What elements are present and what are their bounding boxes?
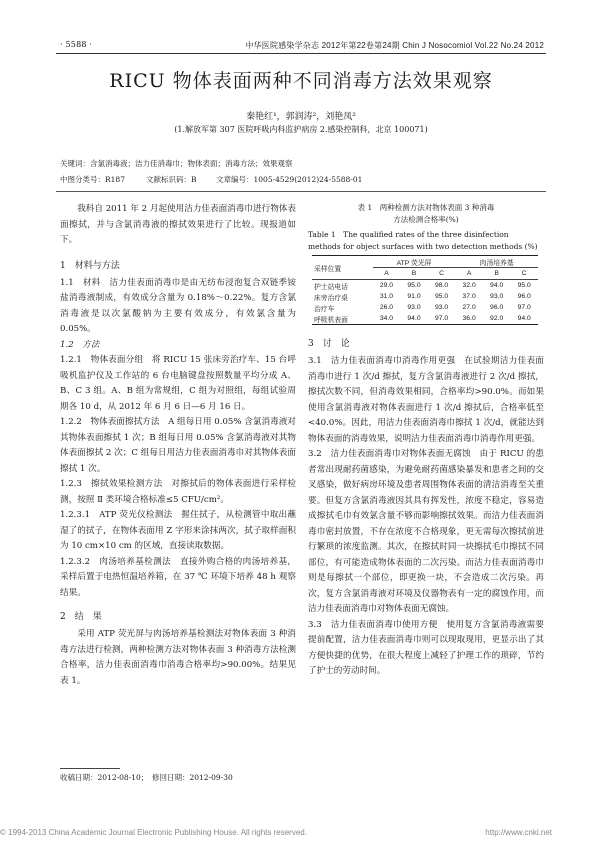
section-1-2-2: 1.2.2 物体表面擦拭方法 A 组每日用 0.05% 含氯消毒液对其物体表面擦拭 1 次；B 组每日用 0.05% 含氯消毒液对其物体表面擦拭 2 次；C 组每日用洁力佳表面消毒巾对其物体表面擦拭 1 次。 — [60, 417, 296, 474]
table-cell: 32.0 — [462, 282, 476, 289]
table-row-label: 护士站电话 — [314, 283, 348, 291]
table-cell: 34.0 — [379, 315, 394, 322]
keywords: 关键词：含氯消毒液；洁力佳消毒巾；物体表面；消毒方法；效果观察 — [60, 159, 293, 168]
section-3-3: 3.3 洁力佳表面消毒巾使用方便 使用复方含氯消毒液需要提前配置，洁力佳表面消毒巾则可以现取现用，更显示出了其方便快捷的优势，在很大程度上减轻了护理工作的琐碎，节约了护士的劳动时间。 — [308, 619, 544, 676]
section-1-2-3: 1.2.3 擦拭效果检测方法 对擦拭后的物体表面进行采样检测，按照 Ⅱ 类环境合格标准≤5 CFU/cm²。 — [60, 479, 296, 505]
table-cell: 97.0 — [434, 315, 449, 322]
table-cell: 93.0 — [490, 293, 504, 300]
table-row-label: 呼吸机表面 — [314, 316, 348, 324]
table-caption-en — [308, 229, 544, 253]
journal-header: 中华医院感染学杂志 2012年第22卷第24期 Chin J Nosocomiol Vol.22 No.24 2012 — [245, 41, 544, 50]
table-subhead: A — [466, 270, 472, 277]
section-1-1: 1.1 材料 洁力佳表面消毒巾是由无纺布浸泡复合双链季铵盐消毒液制成，有效成分含量为 0.18%～0.22%。复方含氯消毒液是以次氯酸钠为主要有效成分，有效氯含量为 0.05%。 — [60, 277, 296, 334]
intro-paragraph: 我科自 2011 年 2 月起使用洁力佳表面消毒巾进行物体表面擦拭，并与含氯消毒液的擦拭效果进行了比较。现报道如下。 — [60, 204, 296, 245]
table-cell: 94.0 — [517, 315, 531, 322]
table-subhead: B — [494, 270, 499, 277]
table-cell: 96.0 — [517, 293, 531, 300]
article-title: RICU 物体表面两种不同消毒方法效果观察 — [109, 70, 493, 92]
section-heading: 3 讨 论 — [308, 339, 350, 349]
site-link[interactable]: http://www.cnki.net — [485, 828, 552, 837]
table-group-atp: ATP 荧光屏 — [373, 256, 456, 268]
table-caption-cn-line2: 方法检测合格率(%) — [393, 215, 459, 224]
results-table — [312, 255, 538, 325]
results-paragraph: 采用 ATP 荧光屏与肉汤培养基检测法对物体表面 3 种消毒方法进行检测，两种检测方法对物体表面 3 种消毒方法检测合格率，洁力佳表面消毒巾消毒合格率均>90.00%。结果见表 1。 — [60, 629, 296, 686]
article-number: 文章编号：1005-4529(2012)24-5588-01 — [216, 175, 363, 184]
table-subhead: C — [521, 270, 527, 277]
table-group-broth: 肉汤培养基 — [455, 256, 538, 268]
table-cell: 97.0 — [517, 304, 531, 311]
section-heading: 2 结 果 — [60, 612, 102, 622]
table-cell: 96.0 — [490, 304, 504, 311]
table-cell: 31.0 — [379, 293, 394, 300]
table-cell: 94.0 — [490, 282, 504, 289]
table-cell: 27.0 — [462, 304, 476, 311]
section-1-2-3-2: 1.2.3.2 肉汤培养基检测法 直接外购合格的肉汤培养基，采样后置于电热恒温培养箱，在 37 ℃ 环境下培养 48 h 观察结果。 — [60, 556, 296, 598]
meta-rule — [56, 191, 546, 192]
copyright-notice: © 1994-2013 China Academic Journal Electronic Publishing House. All rights reserved. — [0, 828, 307, 837]
affiliation: (1.解放军第 307 医院呼吸内科监护病房 2.感染控制科，北京 100071) — [174, 125, 428, 134]
table-row — [312, 291, 538, 302]
table-cell: 95.0 — [407, 282, 421, 289]
table-cell: 94.0 — [407, 315, 421, 322]
table-row — [312, 280, 538, 292]
table-cell: 92.0 — [490, 315, 504, 322]
table-caption-en-line2: methods for object surfaces with two detection methods (%) — [308, 242, 538, 251]
footnote-rule — [60, 768, 120, 769]
right-column — [308, 202, 544, 680]
section-1-2-1: 1.2.1 物体表面分组 将 RICU 15 张床旁治疗车、15 台呼吸机监护仪及工作站的 6 台电脑键盘按照数量平均分成 A、B、C 3 组。A、B 组为常规组，C 组为对照组，每组试验周期各 10 d，从 2012 年 6 月 6 日—6 月 16 日。 — [60, 355, 296, 412]
table-row — [312, 302, 538, 313]
document-code: 文献标识码：B — [146, 175, 197, 184]
table-row-label: 床旁治疗桌 — [314, 294, 348, 302]
page-number: · 5588 · — [60, 40, 93, 49]
section-1-2-3-1: 1.2.3.1 ATP 荧光仪检测法 握住拭子，从检测管中取出蘸湿了的拭子，在物体表面用 Z 字形来涂抹两次，拭子取样面积为 10 cm×10 cm 的区域，直接读取数据。 — [60, 510, 296, 551]
header-rule — [56, 53, 546, 54]
table-cell: 98.0 — [434, 282, 449, 289]
classification-number: 中图分类号：R187 — [60, 175, 125, 184]
received-date: 收稿日期：2012-08-10； 修回日期：2012-09-30 — [60, 773, 233, 782]
table-cell: 26.0 — [379, 304, 394, 311]
table-cell: 37.0 — [462, 293, 476, 300]
table-cell: 29.0 — [379, 282, 394, 289]
table-cell: 93.0 — [407, 304, 421, 311]
table-cell: 95.0 — [434, 293, 449, 300]
section-3-1: 3.1 洁力佳表面消毒巾消毒作用更强 在试验期洁力佳表面消毒巾进行 1 次/d 擦拭，复方含氯消毒液进行 2 次/d 擦拭，擦拭次数不同，但消毒效果相同，合格率均>90.0%。而如果使用含氯消毒液对物体表面进行 1 次/d 擦拭后，合格率低至<40.0%。因此，用洁力佳表面消毒巾擦拭 1 次/d，就能达到物体表面的消毒效果，说明洁力佳表面消毒巾消毒作用更强。 — [308, 356, 544, 444]
table-row — [312, 313, 538, 325]
table-subhead: B — [411, 270, 417, 277]
authors: 秦艳红¹，郭润涛²，刘艳凤² — [246, 112, 356, 122]
table-cell: 91.0 — [407, 293, 421, 300]
table-header-location: 采样位置 — [314, 265, 342, 273]
left-column — [60, 202, 296, 689]
table-caption-en-line1: Table 1 The qualified rates of the three disinfection — [308, 230, 509, 239]
table-cell: 95.0 — [517, 282, 531, 289]
table-caption-cn-line1: 表 1 两种检测方法对物体表面 3 种消毒 — [357, 203, 495, 212]
table-subhead: C — [439, 270, 445, 277]
section-3-2: 3.2 洁力佳表面消毒巾对物体表面无腐蚀 由于 RICU 的患者常出现耐药菌感染，为避免耐药菌感染暴发和患者之间的交叉感染，做好病房环境及患者周围物体表面的清洁消毒至关重要。但复方含氯消毒液因其具有挥发性，浓度不稳定，容易造成擦拭毛巾有效氯含量不够而影响擦拭效果。而洁力佳表面消毒巾密封放置，不存在浓度不合格现象，更无需每次擦拭前进行繁琐的浓度监测。其次，在擦拭时同一块擦拭毛巾擦拭不同部位，有可能造成物体表面的二次污染。而洁力佳表面消毒巾则是每擦拭一个部位，即更换一块，不会造成二次污染。再次，复方含氯消毒液对环境及仪器物表有一定的腐蚀作用，而洁力佳表面消毒巾对物体表面无腐蚀。 — [308, 449, 544, 614]
table-subhead: A — [384, 270, 389, 277]
table-row-label: 治疗车 — [314, 305, 335, 313]
table-cell: 36.0 — [462, 315, 476, 322]
table-caption-cn — [308, 202, 544, 226]
section-heading: 1 材料与方法 — [60, 260, 120, 271]
section-1-2-heading: 1.2 方法 — [60, 339, 100, 350]
table-cell: 93.0 — [434, 304, 449, 311]
